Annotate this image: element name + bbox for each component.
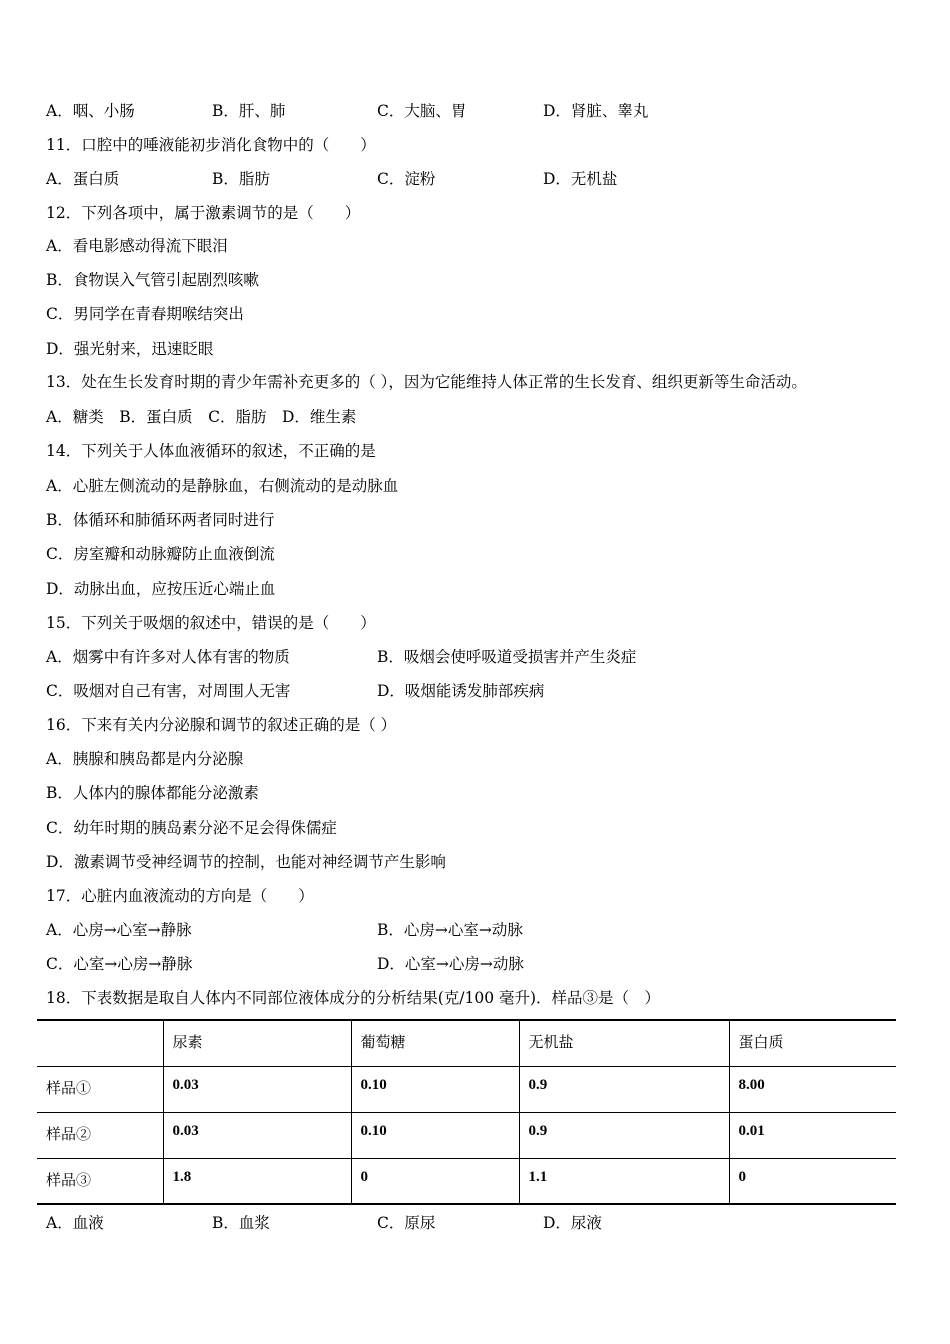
table-cell: 0 [351, 1158, 519, 1204]
table-cell: 1.1 [519, 1158, 729, 1204]
table-cell: 0.10 [351, 1066, 519, 1112]
q18-data-table [37, 1019, 896, 1205]
q11-option-d: D．无机盐 [543, 170, 618, 188]
q16-option-b: B．人体内的腺体都能分泌激素 [46, 784, 259, 802]
q14-option-b: B．体循环和肺循环两者同时进行 [46, 511, 275, 529]
q18-option-a: A．血液 [46, 1214, 104, 1232]
q12-option-c: C．男同学在青春期喉结突出 [46, 305, 244, 323]
table-cell: 0.9 [519, 1066, 729, 1112]
q14-option-a: A．心脏左侧流动的是静脉血，右侧流动的是动脉血 [46, 477, 399, 495]
table-cell: 8.00 [729, 1066, 896, 1112]
q15-option-d: D．吸烟能诱发肺部疾病 [377, 682, 545, 700]
table-cell: 0.9 [519, 1112, 729, 1158]
q11-option-a: A．蛋白质 [46, 170, 120, 188]
q17-option-c: C．心室→心房→静脉 [46, 955, 193, 973]
table-header-cell [37, 1020, 163, 1066]
q12-option-a: A．看电影感动得流下眼泪 [46, 237, 228, 255]
table-row-label: 样品③ [37, 1158, 163, 1204]
q10-option-c: C．大脑、胃 [377, 102, 467, 120]
q15-option-a: A．烟雾中有许多对人体有害的物质 [46, 648, 290, 666]
q17-option-b: B．心房→心室→动脉 [377, 921, 523, 939]
q17-option-a: A．心房→心室→静脉 [46, 921, 192, 939]
table-header-cell: 葡萄糖 [351, 1020, 519, 1066]
q14-stem: 14．下列关于人体血液循环的叙述，不正确的是 [46, 442, 376, 460]
table-row-label: 样品① [37, 1066, 163, 1112]
q14-option-c: C．房室瓣和动脉瓣防止血液倒流 [46, 545, 275, 563]
q18-option-b: B．血浆 [212, 1214, 270, 1232]
table-cell: 0.03 [163, 1112, 351, 1158]
q16-stem: 16．下来有关内分泌腺和调节的叙述正确的是（ ） [46, 716, 397, 734]
q10-option-b: B．肝、肺 [212, 102, 286, 120]
table-cell: 1.8 [163, 1158, 351, 1204]
q17-option-d: D．心室→心房→动脉 [377, 955, 524, 973]
q16-option-d: D．激素调节受神经调节的控制，也能对神经调节产生影响 [46, 853, 446, 871]
q17-stem: 17．心脏内血液流动的方向是（ ） [46, 887, 314, 905]
table-row [37, 1112, 896, 1158]
q14-option-d: D．动脉出血，应按压近心端止血 [46, 580, 276, 598]
table-cell: 0 [729, 1158, 896, 1204]
q16-option-a: A．胰腺和胰岛都是内分泌腺 [46, 750, 244, 768]
q13-stem: 13．处在生长发育时期的青少年需补充更多的（ ），因为它能维持人体正常的生长发育、组织更新等生命活动。 [46, 373, 807, 391]
q11-option-b: B．脂肪 [212, 170, 270, 188]
table-row-label: 样品② [37, 1112, 163, 1158]
q10-option-a: A．咽、小肠 [46, 102, 135, 120]
table-header-cell: 蛋白质 [729, 1020, 896, 1066]
table-cell: 0.03 [163, 1066, 351, 1112]
q15-stem: 15．下列关于吸烟的叙述中，错误的是（ ） [46, 614, 376, 632]
q11-option-c: C．淀粉 [377, 170, 436, 188]
q12-stem: 12．下列各项中，属于激素调节的是（ ） [46, 204, 361, 222]
q12-option-b: B．食物误入气管引起剧烈咳嗽 [46, 271, 259, 289]
q18-stem: 18．下表数据是取自人体内不同部位液体成分的分析结果(克/100 毫升)．样品③是（ ） [46, 989, 661, 1007]
q11-stem: 11．口腔中的唾液能初步消化食物中的（ ） [46, 136, 376, 154]
q16-option-c: C．幼年时期的胰岛素分泌不足会得侏儒症 [46, 819, 337, 837]
table-header-cell: 尿素 [163, 1020, 351, 1066]
q15-option-c: C．吸烟对自己有害，对周围人无害 [46, 682, 291, 700]
table-header-row [37, 1020, 896, 1066]
table-row [37, 1066, 896, 1112]
table-cell: 0.10 [351, 1112, 519, 1158]
q12-option-d: D．强光射来，迅速眨眼 [46, 340, 214, 358]
q15-option-b: B．吸烟会使呼吸道受损害并产生炎症 [377, 648, 637, 666]
q10-option-d: D．肾脏、睾丸 [543, 102, 649, 120]
table-cell: 0.01 [729, 1112, 896, 1158]
q13-options: A．糖类 B．蛋白质 C．脂肪 D．维生素 [46, 408, 357, 426]
q18-option-c: C．原尿 [377, 1214, 436, 1232]
q18-option-d: D．尿液 [543, 1214, 602, 1232]
table-header-cell: 无机盐 [519, 1020, 729, 1066]
table-row [37, 1158, 896, 1204]
